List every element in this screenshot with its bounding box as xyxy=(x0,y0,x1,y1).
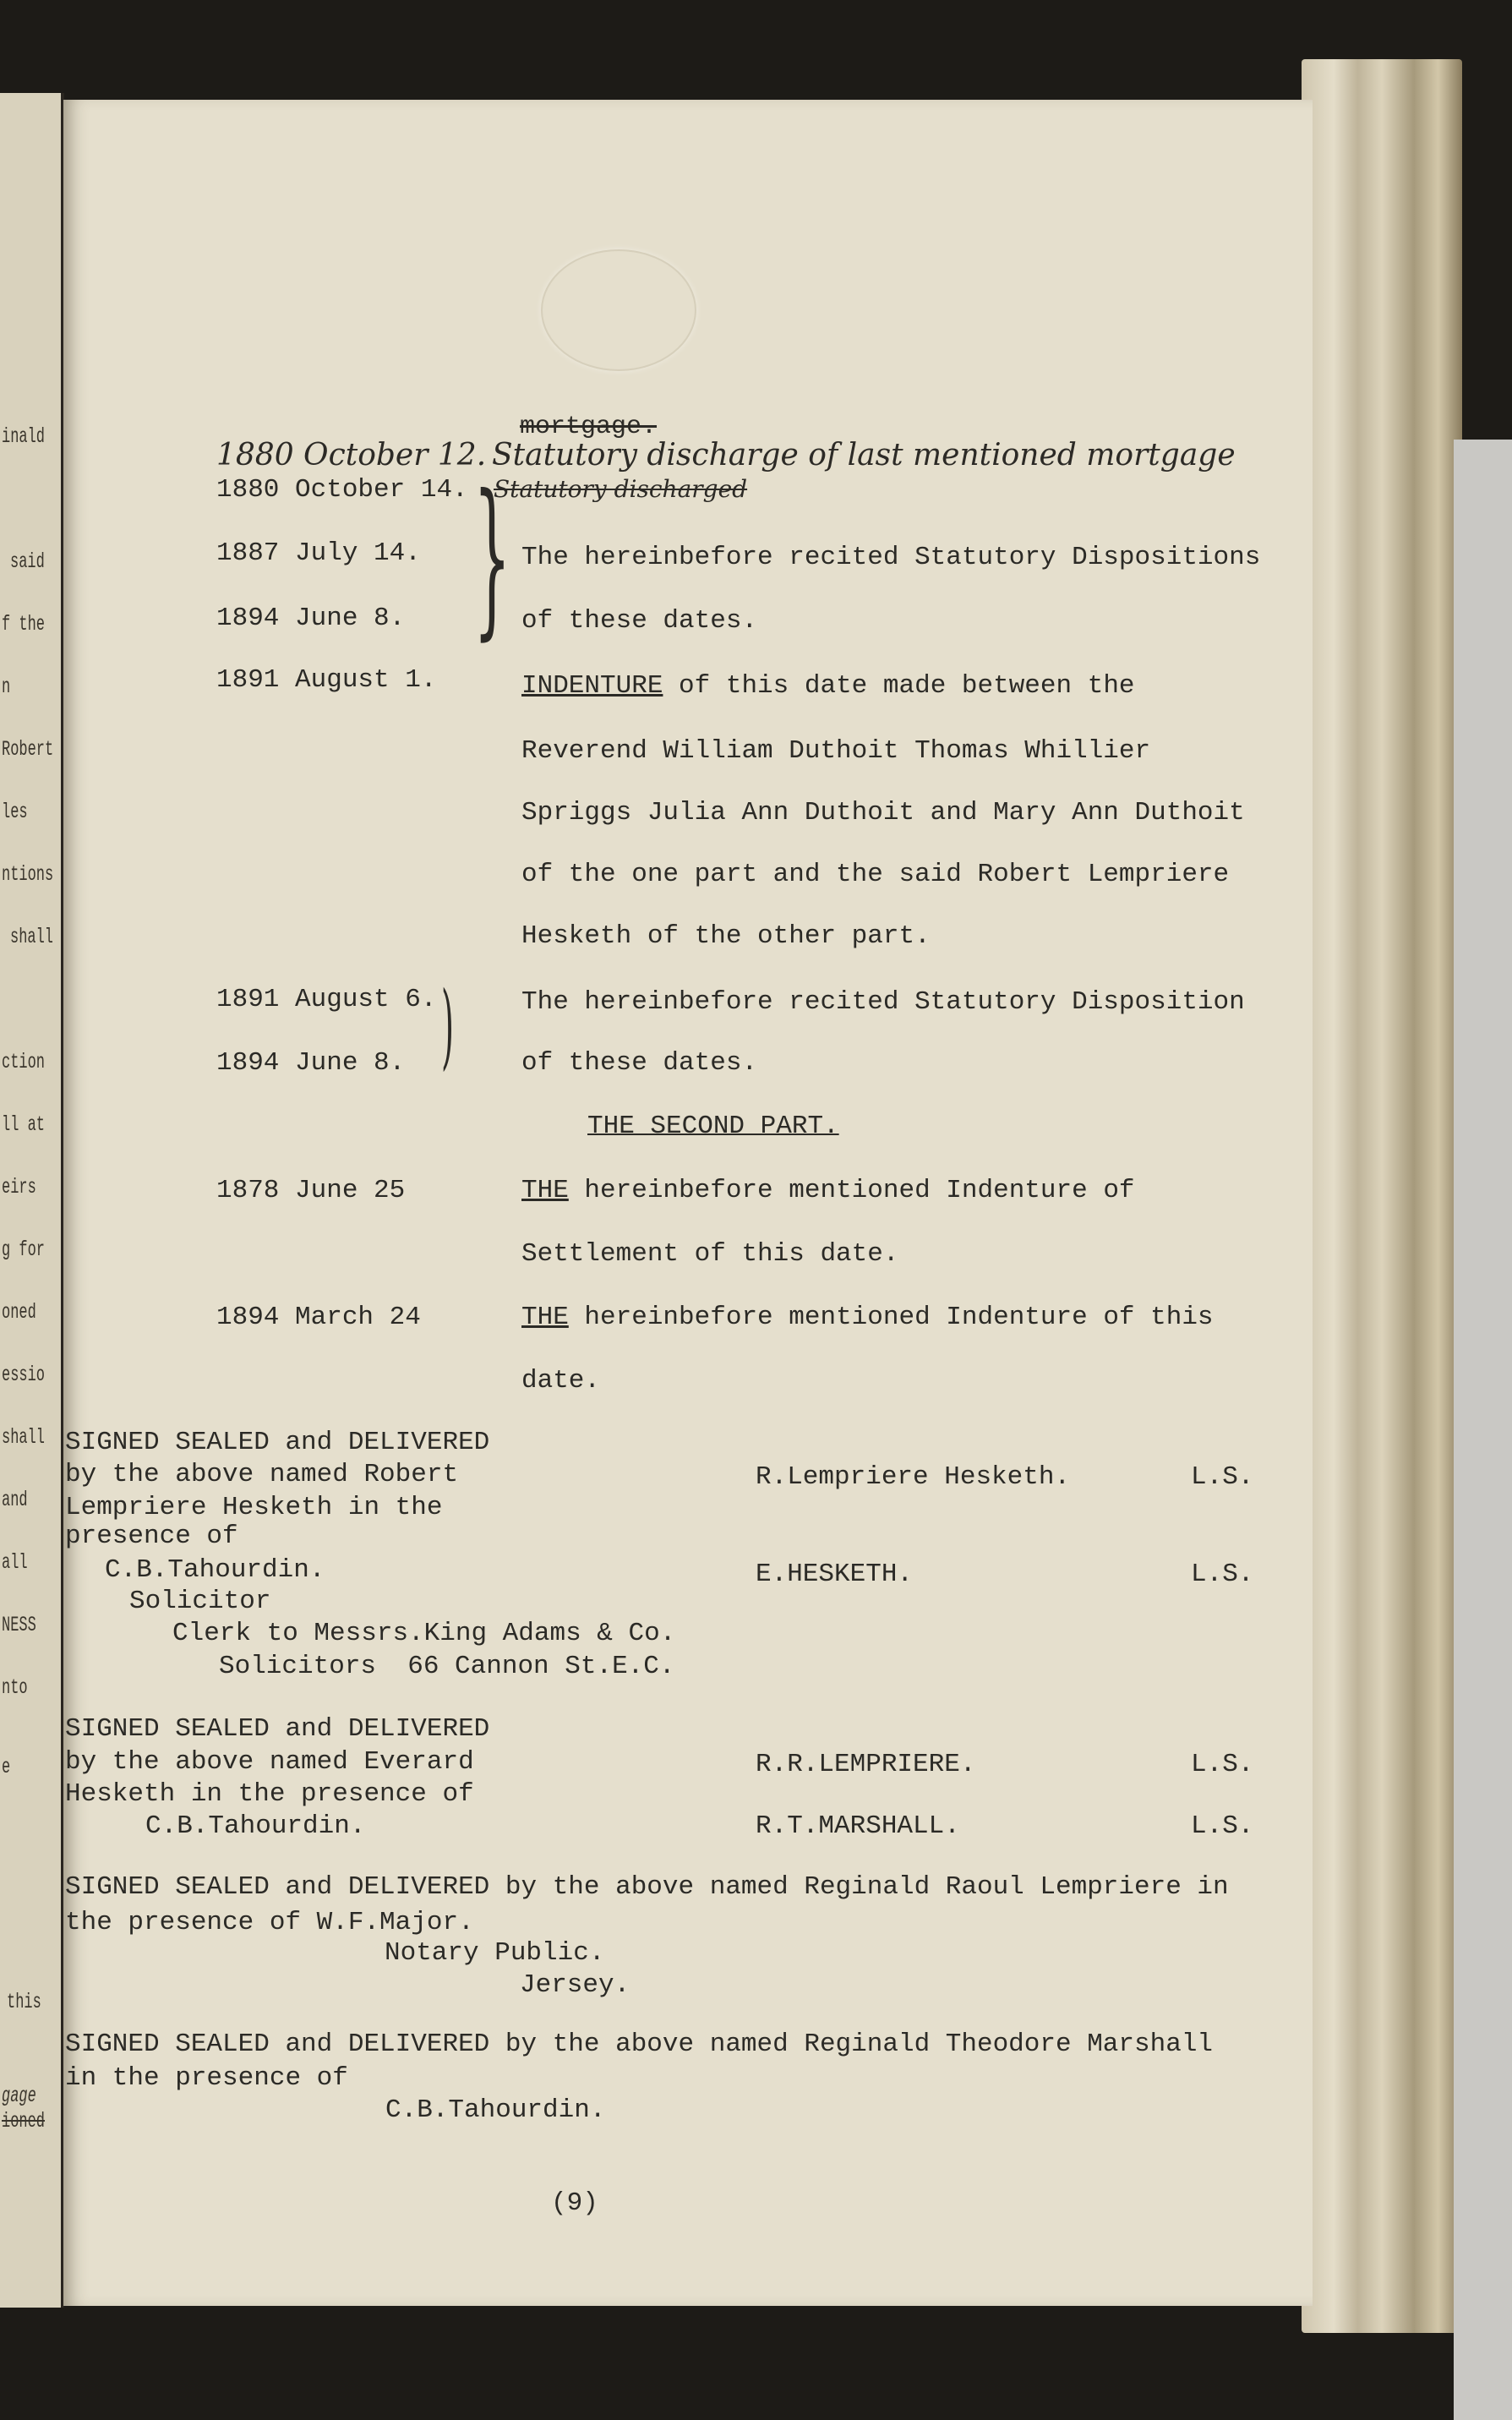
entry-text: date. xyxy=(521,1366,601,1396)
entry-date: 1891 August 6. xyxy=(216,985,437,1014)
entry-text xyxy=(521,671,1135,702)
fragment: ntions xyxy=(2,862,54,887)
embossed-seal-icon xyxy=(541,249,696,371)
background-strip xyxy=(1454,440,1512,2420)
attestation-line: Hesketh in the presence of xyxy=(65,1779,474,1809)
attestation-line: Solicitors 66 Cannon St.E.C. xyxy=(219,1652,675,1681)
fragment: this xyxy=(7,1990,41,2014)
entry-lead: THE xyxy=(521,1176,569,1205)
fragment: nto xyxy=(2,1675,28,1700)
fragment: shall xyxy=(2,1425,46,1450)
entry-text: The hereinbefore recited Statutory Disposition xyxy=(521,987,1245,1017)
entry-text: Reverend William Duthoit Thomas Whillier xyxy=(521,736,1151,766)
attestation-line: the presence of W.F.Major. xyxy=(65,1908,474,1937)
handwritten-date: 1880 October 12. xyxy=(216,438,487,473)
fragment: g for xyxy=(2,1237,46,1262)
entry-date: 1891 August 1. xyxy=(216,665,437,695)
entry-rest: hereinbefore mentioned Indenture of this xyxy=(568,1303,1214,1332)
entry-rest: hereinbefore mentioned Indenture of xyxy=(568,1176,1135,1205)
entry-date: 1894 June 8. xyxy=(216,604,406,633)
attestation-line: by the above named Robert xyxy=(65,1460,459,1489)
attestation-line: SIGNED SEALED and DELIVERED xyxy=(65,1428,490,1457)
page-number: (9) xyxy=(551,2188,598,2218)
witness-name: C.B.Tahourdin. xyxy=(105,1555,325,1585)
attestation-line: Lempriere Hesketh in the xyxy=(65,1493,443,1522)
signature: R.R.LEMPRIERE. xyxy=(756,1750,976,1779)
entry-text xyxy=(521,1176,1135,1206)
entry-text xyxy=(521,1303,1214,1333)
entry-date: 1878 June 25 xyxy=(216,1176,406,1205)
attestation-line: Jersey. xyxy=(520,1970,630,2000)
brace-icon: ) xyxy=(441,971,455,1079)
handwritten-entry: Statutory discharge of last mentioned mortgage xyxy=(492,438,1236,473)
fragment: f the xyxy=(2,612,46,636)
entry-text: of these dates. xyxy=(521,606,758,636)
entry-text: The hereinbefore recited Statutory Dispositions xyxy=(521,543,1261,572)
fragment: ll at xyxy=(2,1112,46,1137)
fragment: all xyxy=(2,1550,28,1575)
attestation-line: SIGNED SEALED and DELIVERED by the above named Reginald Theodore Marshall xyxy=(65,2029,1214,2059)
attestation-line: in the presence of xyxy=(65,2063,348,2093)
entry-date: 1894 June 8. xyxy=(216,1048,406,1078)
left-page xyxy=(0,93,64,2308)
attestation-line: SIGNED SEALED and DELIVERED xyxy=(65,1714,490,1744)
fragment: said xyxy=(10,549,45,574)
fragment: essio xyxy=(2,1363,46,1387)
entry-text: Hesketh of the other part. xyxy=(521,921,931,951)
signature: R.T.MARSHALL. xyxy=(756,1811,960,1841)
fragment: shall xyxy=(10,925,54,949)
entry-text: Settlement of this date. xyxy=(521,1239,899,1269)
fragment: ction xyxy=(2,1050,46,1074)
attestation-line: SIGNED SEALED and DELIVERED by the above named Reginald Raoul Lempriere in xyxy=(65,1872,1229,1902)
entry-date: 1887 July 14. xyxy=(216,538,421,568)
attestation-line: by the above named Everard xyxy=(65,1747,474,1777)
page-stack-edges xyxy=(1302,59,1462,2333)
handwritten-struck-entry: Statutory discharged xyxy=(494,475,748,503)
seal-mark: L.S. xyxy=(1191,1560,1254,1589)
seal-mark: L.S. xyxy=(1191,1750,1254,1779)
attestation-line: Notary Public. xyxy=(385,1938,605,1968)
entry-text: of these dates. xyxy=(521,1048,758,1078)
fragment: ioned xyxy=(2,2109,46,2133)
fragment: eirs xyxy=(2,1175,36,1199)
fragment: and xyxy=(2,1488,28,1512)
signature: E.HESKETH. xyxy=(756,1560,914,1589)
brace-icon: } xyxy=(473,459,511,656)
entry-date: 1880 October 14. xyxy=(216,475,468,505)
fragment: NESS xyxy=(2,1613,36,1637)
section-heading: THE SECOND PART. xyxy=(587,1112,839,1141)
fragment: Robert xyxy=(2,737,54,762)
entry-date: 1894 March 24 xyxy=(216,1303,421,1332)
fragment: n xyxy=(2,675,11,699)
fragment: inald xyxy=(2,424,46,449)
seal-mark: L.S. xyxy=(1191,1811,1254,1841)
entry-rest: of this date made between the xyxy=(663,671,1135,701)
fragment: oned xyxy=(2,1300,36,1325)
entry-lead: INDENTURE xyxy=(521,671,663,701)
fragment: e xyxy=(2,1755,11,1779)
witness-name: C.B.Tahourdin. xyxy=(145,1811,366,1841)
witness-name: C.B.Tahourdin. xyxy=(385,2095,606,2125)
struck-typed-word: mortgage. xyxy=(520,412,658,441)
entry-text: of the one part and the said Robert Lempriere xyxy=(521,860,1230,889)
fragment: les xyxy=(2,800,28,824)
fragment: gage xyxy=(2,2084,36,2108)
attestation-line: Clerk to Messrs.King Adams & Co. xyxy=(172,1619,676,1648)
entry-lead: THE xyxy=(521,1303,569,1332)
seal-mark: L.S. xyxy=(1191,1462,1254,1492)
attestation-line: presence of xyxy=(65,1521,238,1551)
entry-text: Spriggs Julia Ann Duthoit and Mary Ann Duthoit xyxy=(521,798,1245,828)
attestation-line: Solicitor xyxy=(129,1587,271,1616)
signature: R.Lempriere Hesketh. xyxy=(756,1462,1071,1492)
